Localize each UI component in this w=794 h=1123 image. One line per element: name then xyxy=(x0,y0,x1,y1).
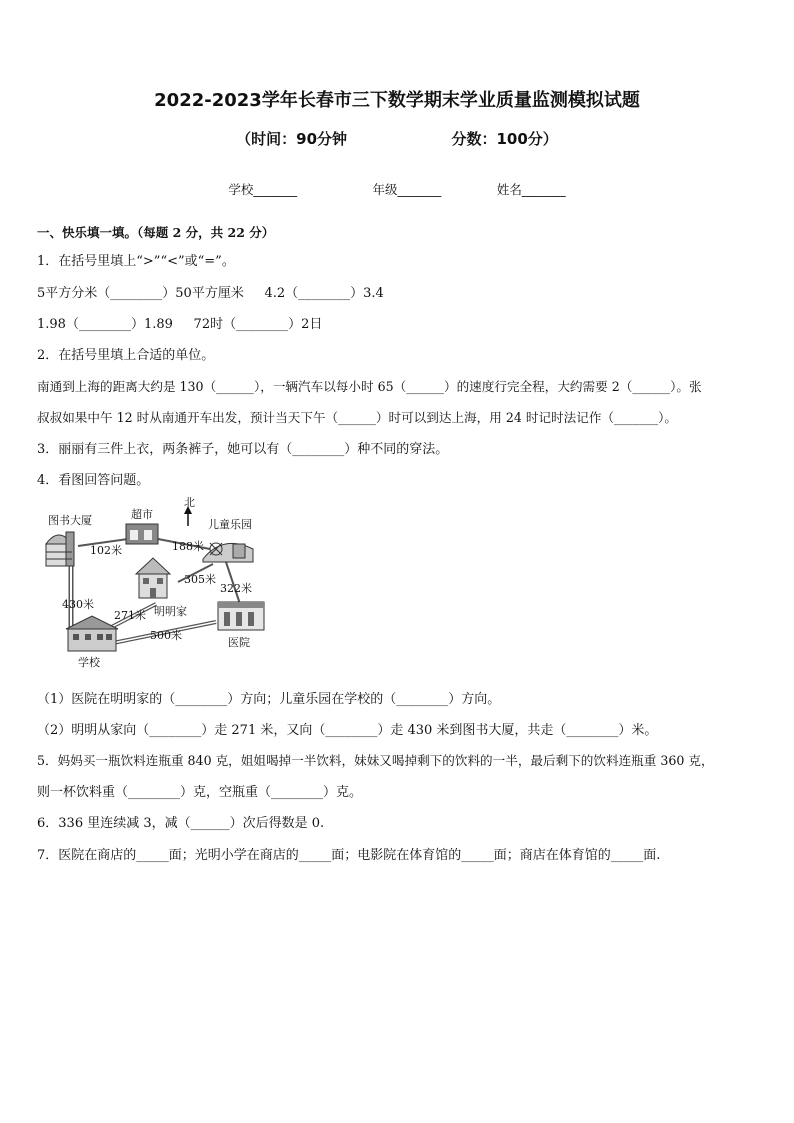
question-7: 7．医院在商店的_____面；光明小学在商店的_____面；电影院在体育馆的_____面；商店在体育馆的_____面. xyxy=(37,848,661,863)
map-label-hospital: 医院 xyxy=(228,636,250,649)
map-label-park: 儿童乐园 xyxy=(208,518,252,531)
question-5-line-b: 则一杯饮料重（________）克，空瓶重（________）克。 xyxy=(37,785,363,800)
library-icon xyxy=(46,532,74,566)
distance-label: 500米 xyxy=(150,629,182,642)
supermarket-icon xyxy=(126,524,158,544)
distance-label: 188米 xyxy=(172,540,204,553)
distance-label: 430米 xyxy=(62,598,94,611)
distance-label: 271米 xyxy=(114,609,146,622)
distance-label: 102米 xyxy=(90,544,122,557)
map-label-library: 图书大厦 xyxy=(48,514,92,527)
question-1-row-a: 5平方分米（________）50平方厘米 4.2（________）3.4 xyxy=(37,286,384,301)
question-4-part-1: （1）医院在明明家的（________）方向；儿童乐园在学校的（________）方向。 xyxy=(37,692,501,707)
school-icon xyxy=(66,616,118,651)
map-label-home: 明明家 xyxy=(154,605,187,618)
question-4-part-2: （2）明明从家向（________）走 271 米，又向（________）走 430 米到图书大厦，共走（________）米。 xyxy=(37,723,658,738)
map-label-school: 学校 xyxy=(78,656,100,669)
question-3: 3．丽丽有三件上衣，两条裤子，她可以有（________）种不同的穿法。 xyxy=(37,442,449,457)
section-heading: 一、快乐填一填。（每题 2 分，共 22 分） xyxy=(37,225,275,240)
question-5-line-a: 5．妈妈买一瓶饮料连瓶重 840 克，姐姐喝掉一半饮料，妹妹又喝掉剩下的饮料的一半，最后剩下的饮料连瓶重 360 克， xyxy=(37,753,714,768)
question-6: 6．336 里连续减 3，减（______）次后得数是 0. xyxy=(37,816,325,831)
question-4: 4．看图回答问题。 xyxy=(37,473,150,488)
question-1-row-b: 1.98（________）1.89 72时（________）2日 xyxy=(37,317,323,332)
question-2-line-a: 南通到上海的距离大约是 130（______），一辆汽车以每小时 65（______）的速度行完全程，大约需要 2（______）。张 xyxy=(37,379,702,394)
map-figure xyxy=(38,494,278,674)
distance-label: 305米 xyxy=(184,573,216,586)
home-icon xyxy=(136,558,170,598)
question-2: 2．在括号里填上合适的单位。 xyxy=(37,348,215,363)
exam-title: 2022-2023学年长春市三下数学期末学业质量监测模拟试题 xyxy=(154,90,640,111)
student-info-line: 学校_______ 年级_______ 姓名_______ xyxy=(228,182,566,197)
question-1: 1．在括号里填上“>”“<”或“=”。 xyxy=(37,254,235,269)
hospital-icon xyxy=(218,602,264,630)
map-label-north: 北 xyxy=(184,496,195,509)
map-label-supermarket: 超市 xyxy=(131,508,153,521)
question-2-line-b: 叔叔如果中午 12 时从南通开车出发，预计当天下午（______）时可以到达上海，用 24 时记时法记作（_______）。 xyxy=(37,410,677,425)
north-arrow-icon xyxy=(184,506,192,526)
park-icon xyxy=(203,543,253,562)
distance-label: 322米 xyxy=(220,582,252,595)
exam-subtitle: （时间：90分钟 分数：100分） xyxy=(236,130,558,148)
